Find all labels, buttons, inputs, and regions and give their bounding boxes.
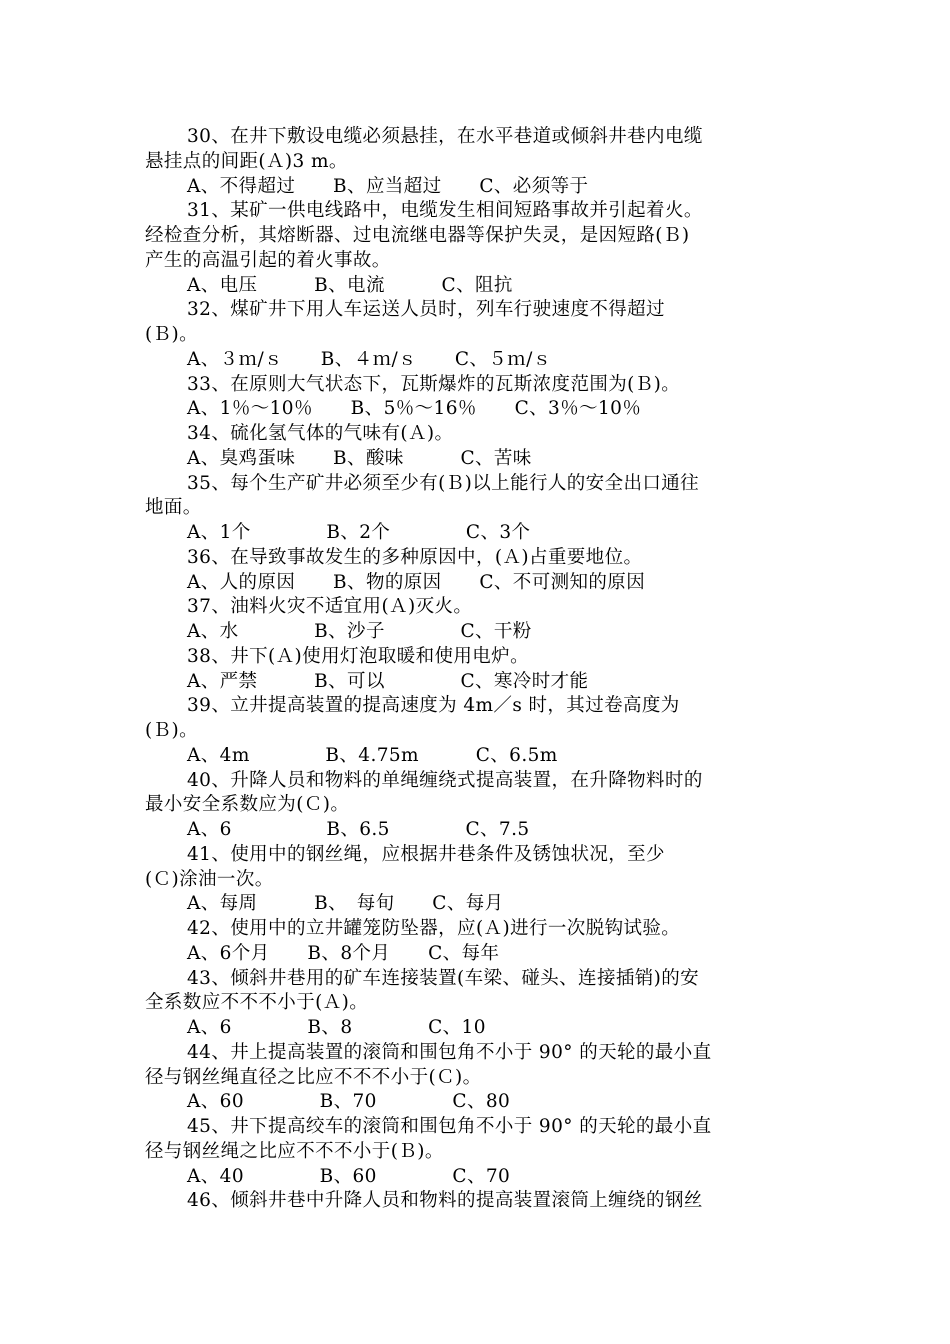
question-line: 35、每个生产矿井必须至少有(Ｂ)以上能行人的安全出口通往 (187, 472, 700, 494)
options-line: A、6 B、6.5 C、7.5 (187, 819, 530, 840)
question-line: 42、使用中的立井罐笼防坠器，应(Ａ)进行一次脱钩试验。 (187, 918, 681, 939)
question-line: 30、在井下敷设电缆必须悬挂，在水平巷道或倾斜井巷内电缆 (187, 126, 703, 147)
question-continuation-line: (Ｂ)。 (145, 720, 199, 741)
options-line: A、40 B、60 C、70 (187, 1165, 511, 1187)
question-line: 38、井下(Ａ)使用灯泡取暖和使用电炉。 (187, 645, 529, 667)
question-continuation-line: 悬挂点的间距(Ａ)3 m。 (145, 150, 348, 172)
question-line: 43、倾斜井巷用的矿车连接装置(车梁、碰头、连接插销)的安 (187, 967, 700, 989)
options-line: A、臭鸡蛋味 B、酸味 C、苦味 (187, 447, 532, 469)
options-line: A、4m B、4.75m C、6.5m (187, 744, 558, 766)
question-continuation-line: 最小安全系数应为(Ｃ)。 (145, 794, 350, 816)
question-line: 44、井上提高装置的滚筒和围包角不小于 90° 的天轮的最小直 (187, 1041, 712, 1063)
question-line: 33、在原则大气状态下，瓦斯爆炸的瓦斯浓度范围为(Ｂ)。 (187, 373, 681, 395)
question-line: 41、使用中的钢丝绳，应根据井巷条件及锈蚀状况，至少 (187, 843, 665, 865)
question-line: 37、油料火灾不适宜用(Ａ)灭火。 (187, 596, 473, 618)
options-line: A、不得超过 B、应当超过 C、必须等于 (187, 175, 589, 197)
question-continuation-line: 径与钢丝绳之比应不不不小于(Ｂ)。 (145, 1140, 444, 1162)
options-line: A、6个月 B、8个月 C、每年 (187, 942, 500, 964)
options-line: A、1个 B、2个 C、3个 (187, 522, 531, 543)
question-line: 31、某矿一供电线路中，电缆发生相间短路事故并引起着火。 (187, 200, 703, 222)
options-line: A、电压 B、电流 C、阻抗 (187, 274, 513, 296)
options-line: A、每周 B、 每旬 C、每月 (187, 893, 504, 915)
question-line: 34、硫化氢气体的气味有(Ａ)。 (187, 423, 454, 444)
options-line: A、60 B、70 C、80 (187, 1091, 511, 1113)
question-line: 46、倾斜井巷中升降人员和物料的提高装置滚筒上缠绕的钢丝 (187, 1190, 703, 1212)
document-page (145, 125, 815, 1214)
options-line: A、人的原因 B、物的原因 C、不可测知的原因 (187, 571, 646, 593)
question-line: 36、在导致事故发生的多种原因中，(Ａ)占重要地位。 (187, 546, 643, 568)
question-continuation-line: 全系数应不不不小于(Ａ)。 (145, 992, 369, 1014)
question-continuation-line: 地面。 (145, 497, 202, 519)
question-line: 32、煤矿井下用人车运送人员时，列车行驶速度不得超过 (187, 299, 665, 321)
options-line: A、水 B、沙子 C、干粉 (187, 621, 532, 642)
options-line: A、1％～10％ B、5％～16％ C、3％～10％ (187, 398, 642, 420)
question-continuation-line: 径与钢丝绳直径之比应不不不小于(Ｃ)。 (145, 1066, 482, 1088)
options-line: A、３ｍ/ｓ B、４ｍ/ｓ C、５ｍ/ｓ (187, 348, 552, 370)
question-line: 45、井下提高绞车的滚筒和围包角不小于 90° 的天轮的最小直 (187, 1116, 712, 1137)
question-line: 40、升降人员和物料的单绳缠绕式提高装置，在升降物料时的 (187, 769, 703, 791)
options-line: A、严禁 B、可以 C、寒冷时才能 (187, 670, 589, 692)
question-continuation-line: 产生的高温引起的着火事故。 (145, 249, 391, 271)
question-continuation-line: (Ｂ)。 (145, 324, 199, 345)
options-line: A、6 B、8 C、10 (187, 1017, 486, 1038)
question-continuation-line: 经检查分析，其熔断器、过电流继电器等保护失灵，是因短路(Ｂ) (145, 225, 690, 246)
question-continuation-line: (Ｃ)涂油一次。 (145, 868, 274, 890)
question-line: 39、立井提高装置的提高速度为 4m／s 时，其过卷高度为 (187, 695, 680, 717)
